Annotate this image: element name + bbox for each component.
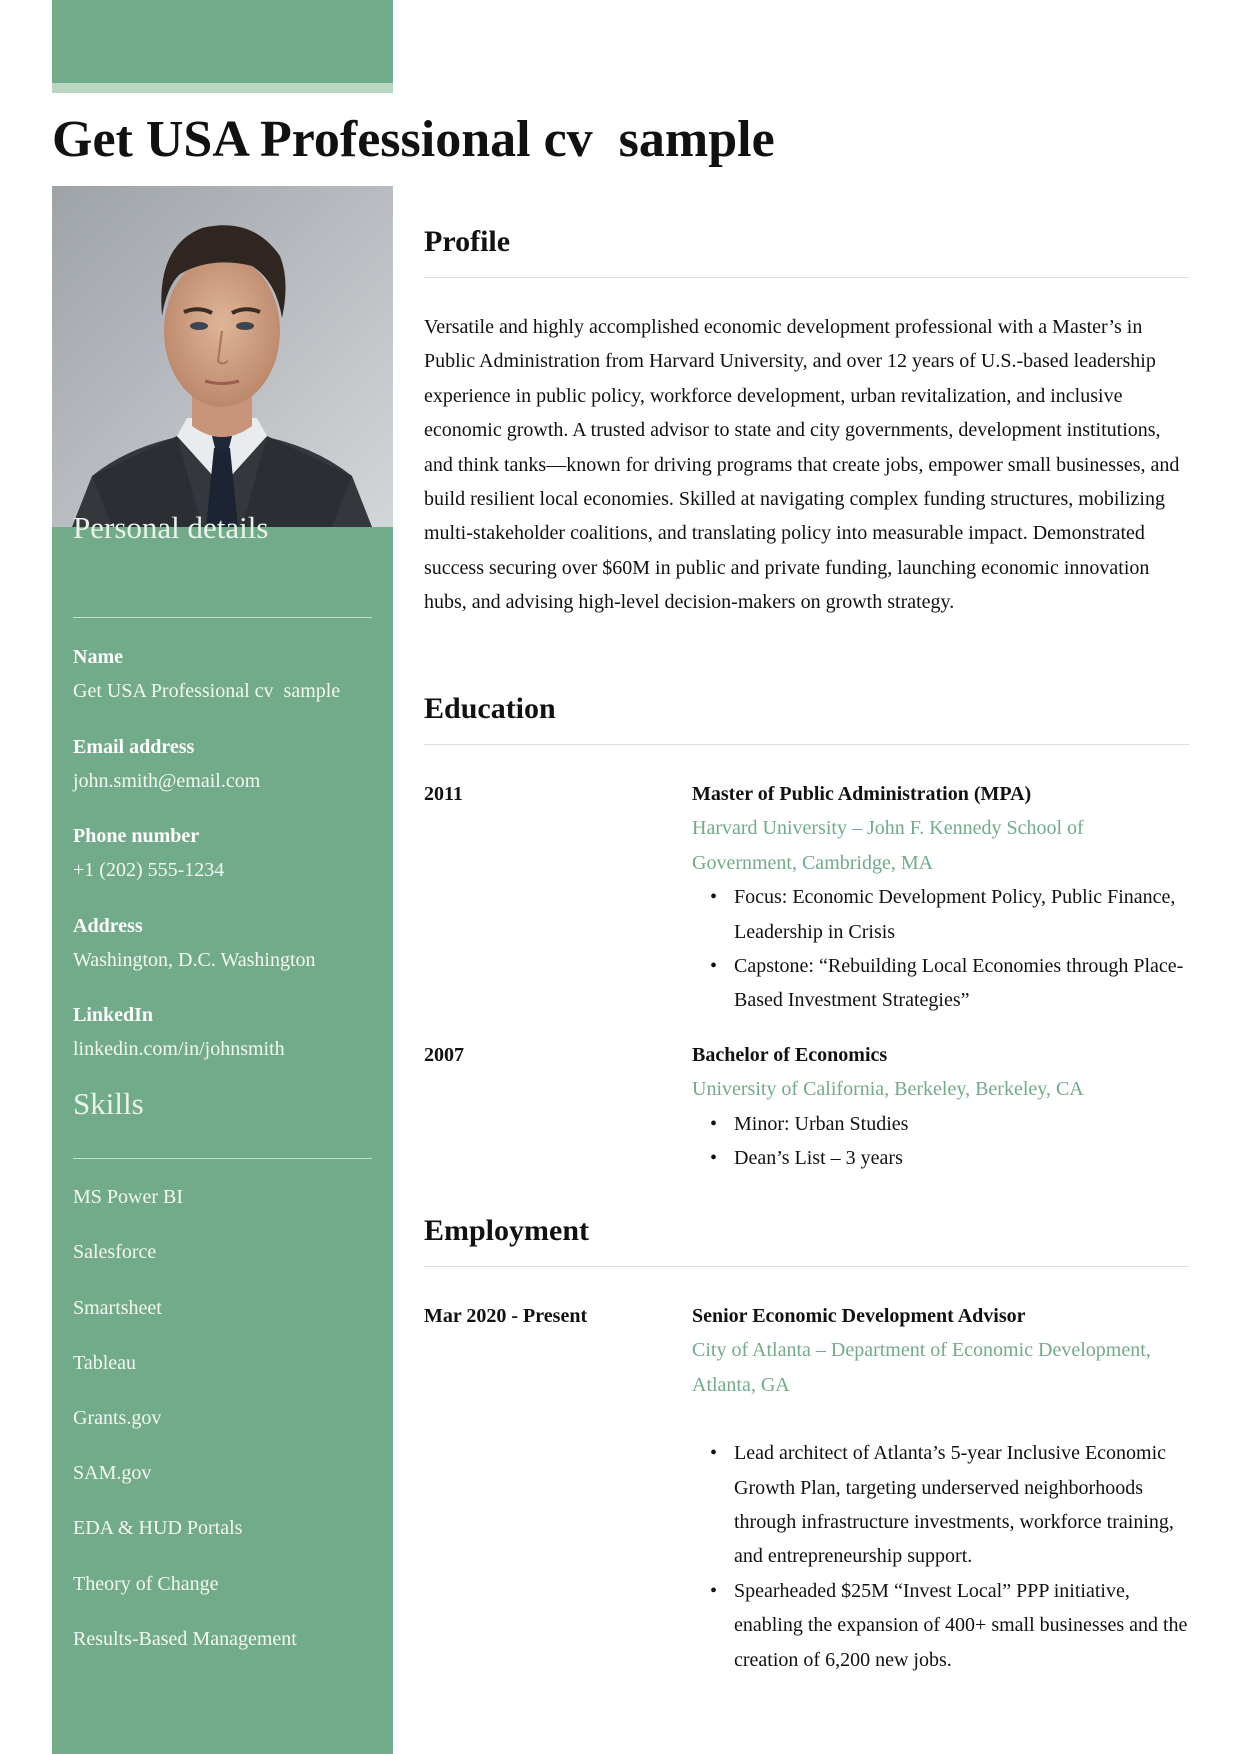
sidebar	[52, 186, 393, 1754]
education-entry	[692, 777, 1189, 1018]
personal-details-divider	[73, 617, 372, 618]
skill-item: Theory of Change	[73, 1573, 219, 1595]
skill-item: Tableau	[73, 1352, 137, 1374]
phone-label: Phone number	[73, 825, 200, 847]
employment-entry	[692, 1299, 1189, 1677]
skill-item: Grants.gov	[73, 1407, 162, 1429]
email-value[interactable]: john.smith@email.com	[73, 770, 261, 792]
skill-item: EDA & HUD Portals	[73, 1517, 243, 1539]
skills-divider	[73, 1158, 372, 1159]
institution: Harvard University – John F. Kennedy School of Government, Cambridge, MA	[692, 817, 1084, 874]
skill-item: Smartsheet	[73, 1297, 162, 1319]
organization: City of Atlanta – Department of Economic Development, Atlanta, GA	[692, 1339, 1151, 1396]
portrait-illustration	[52, 186, 393, 527]
address-label: Address	[73, 915, 143, 937]
list-item: • Minor: Urban Studies	[734, 1107, 1189, 1141]
profile-divider	[424, 277, 1189, 278]
list-item: • Lead architect of Atlanta’s 5-year Inclusive Economic Growth Plan, targeting underserved neighborhoods through infrastructure investments, workforce training, and entrepreneurship support.	[734, 1436, 1189, 1574]
skill-item: MS Power BI	[73, 1186, 184, 1208]
address-value: Washington, D.C. Washington	[73, 949, 316, 971]
name-label: Name	[73, 646, 123, 668]
email-label: Email address	[73, 736, 195, 758]
bullet-icon: •	[710, 1112, 718, 1135]
skills-heading: Skills	[73, 1086, 144, 1121]
list-item: • Capstone: “Rebuilding Local Economies through Place-Based Investment Strategies”	[734, 949, 1189, 1018]
bullet-icon: •	[710, 1579, 718, 1602]
education-bullets	[692, 880, 1189, 1018]
personal-details-heading: Personal details	[73, 510, 269, 545]
header-accent-bar	[52, 0, 393, 83]
list-item: • Spearheaded $25M “Invest Local” PPP initiative, enabling the expansion of 400+ small businesses and the creation of 6,200 new jobs.	[734, 1574, 1189, 1677]
linkedin-label: LinkedIn	[73, 1004, 154, 1026]
employment-divider	[424, 1266, 1189, 1267]
bullet-icon: •	[710, 886, 718, 909]
page-title: Get USA Professional cv sample	[52, 111, 775, 168]
education-heading: Education	[424, 692, 556, 725]
profile-summary: Versatile and highly accomplished economic development professional with a Master’s in Public Administration from Harvard University, and over 12 years of U.S.-based leadership experience in public policy, workforce development, urban revitalization, and inclusive economic growth. A trusted advisor to state and city governments, development institutions, and think tanks—known for driving programs that create jobs, empower small businesses, and build resilient local economies. Skilled at navigating complex funding structures, mobilizing multi-stakeholder coalitions, and translating policy into measurable impact. Demonstrated success securing over $60M in public and private funding, launching economic innovation hubs, and advising high-level decision-makers on growth strategy.	[424, 316, 1180, 614]
phone-value: +1 (202) 555-1234	[73, 859, 225, 881]
bullet-icon: •	[710, 955, 718, 978]
employment-bullets	[692, 1436, 1189, 1677]
bullet-icon: •	[710, 1147, 718, 1170]
institution: University of California, Berkeley, Berkeley, CA	[692, 1078, 1084, 1101]
name-value: Get USA Professional cv sample	[73, 680, 341, 702]
employment-heading: Employment	[424, 1214, 589, 1247]
skill-item: Results-Based Management	[73, 1628, 297, 1650]
degree-title: Master of Public Administration (MPA)	[692, 783, 1032, 805]
bullet-icon: •	[710, 1442, 718, 1465]
education-date: 2011	[424, 783, 463, 805]
skill-item: Salesforce	[73, 1241, 157, 1263]
list-item: • Focus: Economic Development Policy, Public Finance, Leadership in Crisis	[734, 880, 1189, 949]
education-entry	[692, 1038, 1189, 1176]
employment-date: Mar 2020 - Present	[424, 1305, 588, 1327]
degree-title: Bachelor of Economics	[692, 1044, 888, 1066]
list-item: • Dean’s List – 3 years	[734, 1141, 1189, 1175]
skill-item: SAM.gov	[73, 1462, 152, 1484]
profile-photo	[52, 186, 393, 527]
header-accent-stripe	[52, 83, 393, 93]
education-date: 2007	[424, 1044, 464, 1066]
profile-heading: Profile	[424, 225, 511, 258]
education-divider	[424, 744, 1189, 745]
education-bullets	[692, 1107, 1189, 1176]
job-title: Senior Economic Development Advisor	[692, 1305, 1026, 1327]
linkedin-value[interactable]: linkedin.com/in/johnsmith	[73, 1038, 285, 1060]
